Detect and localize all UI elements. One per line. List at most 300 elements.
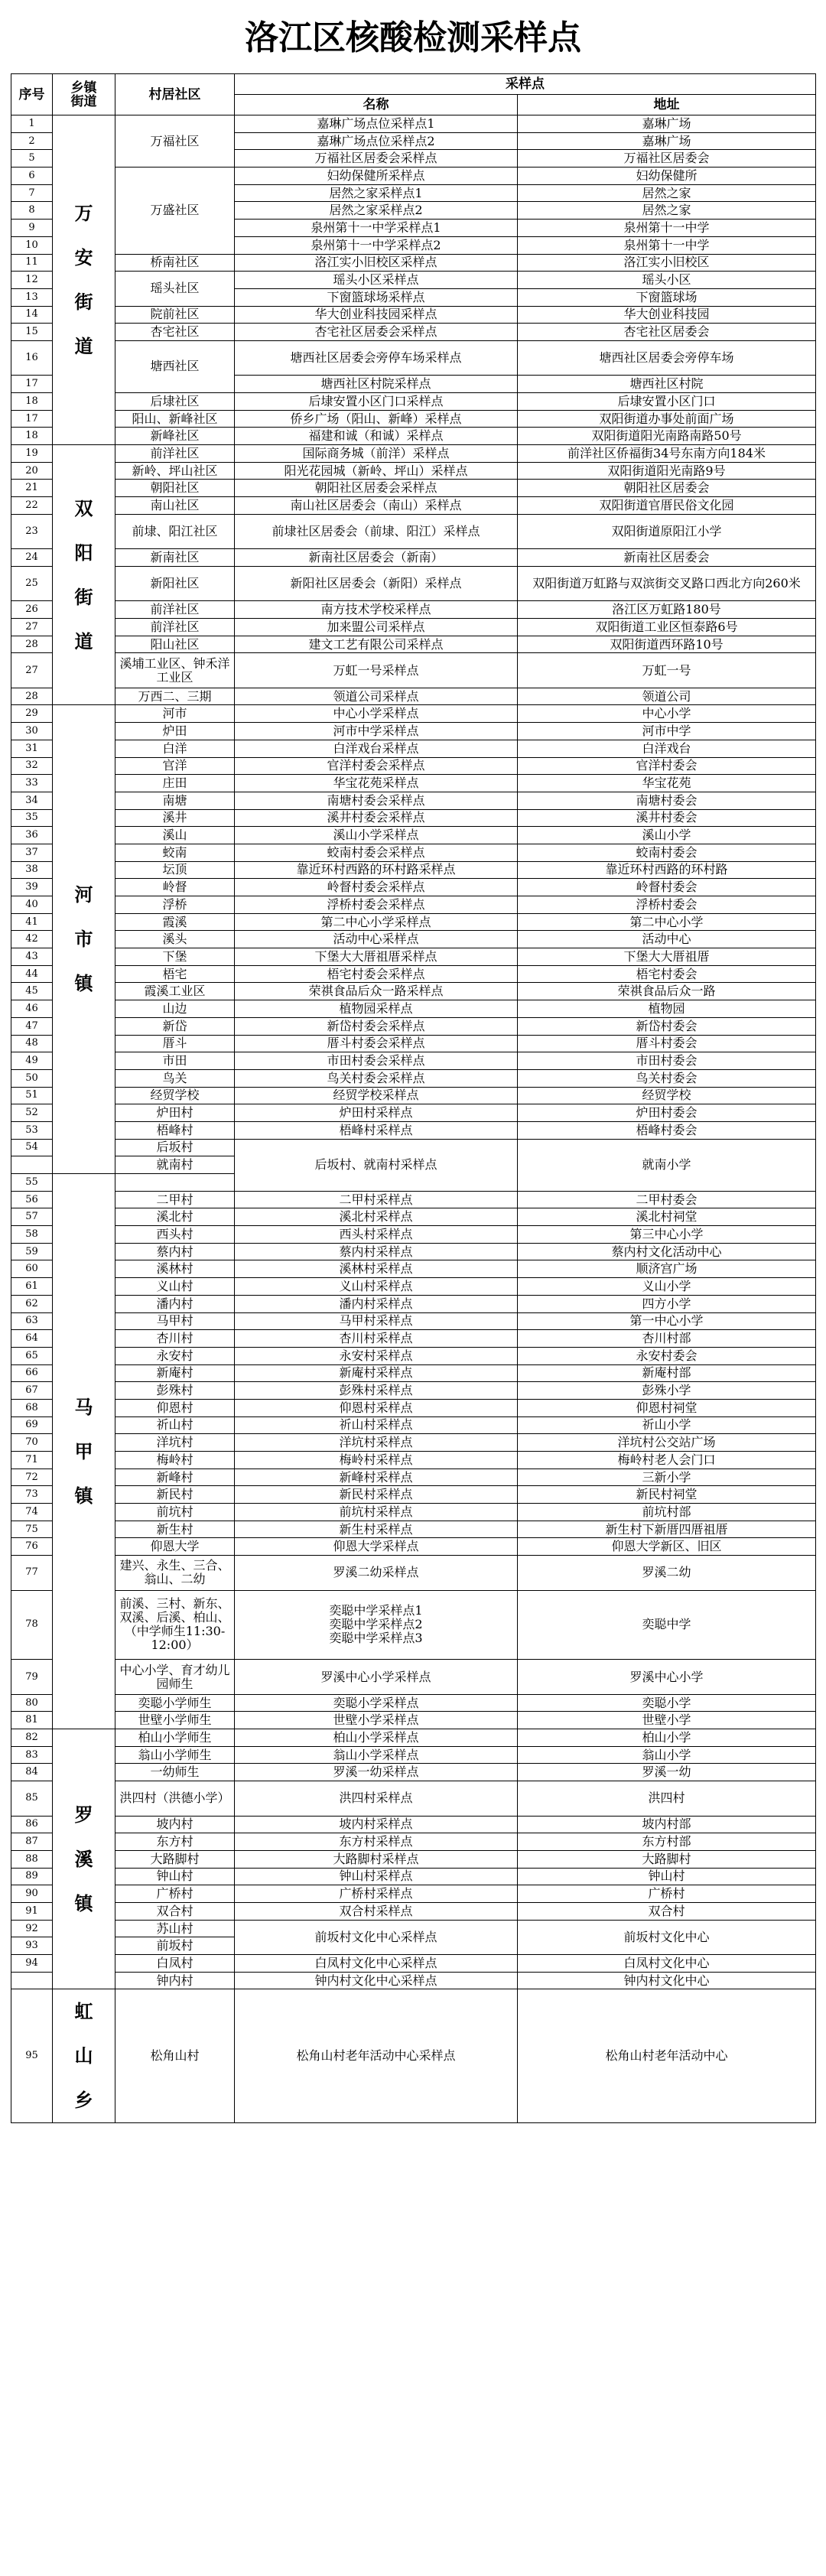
- site-name-cell: 荣祺食品后众一路采样点: [235, 983, 518, 1000]
- table-row: [11, 809, 816, 827]
- header-town: 乡镇 街道: [53, 74, 115, 115]
- table-row: [11, 1260, 816, 1278]
- site-address-cell: 蔡内村文化活动中心: [518, 1243, 816, 1260]
- site-address-cell: 岭督村委会: [518, 879, 816, 896]
- community-cell: 西头村: [115, 1226, 235, 1244]
- community-cell: 马甲村: [115, 1312, 235, 1330]
- community-cell: 塘西社区: [115, 340, 235, 392]
- site-address-cell: 塘西社区村院: [518, 376, 816, 393]
- seq-cell: 25: [11, 566, 53, 600]
- seq-cell: 20: [11, 462, 53, 480]
- table-row: [11, 1416, 816, 1434]
- town-cell: 罗 溪 镇: [53, 1729, 115, 1989]
- site-name-cell: 福建和诚（和诚）采样点: [235, 428, 518, 445]
- seq-cell: 80: [11, 1694, 53, 1712]
- site-name-cell: 仰恩村采样点: [235, 1399, 518, 1416]
- community-cell: 溪林村: [115, 1260, 235, 1278]
- site-address-cell: 洛江实小旧校区: [518, 254, 816, 272]
- site-address-cell: 新民村祠堂: [518, 1486, 816, 1504]
- site-name-cell: 新峰村采样点: [235, 1469, 518, 1486]
- site-name-cell: 蔡内村采样点: [235, 1243, 518, 1260]
- table-row: [11, 1920, 816, 1937]
- site-address-cell: 新庵村部: [518, 1364, 816, 1382]
- header-name: 名称: [235, 95, 518, 115]
- seq-cell: 82: [11, 1729, 53, 1747]
- table-row: [11, 1868, 816, 1885]
- community-cell: 官洋: [115, 757, 235, 775]
- site-name-cell: 奕聪中学采样点1 奕聪中学采样点2 奕聪中学采样点3: [235, 1590, 518, 1660]
- seq-cell: 71: [11, 1452, 53, 1469]
- community-cell: 坡内村: [115, 1816, 235, 1833]
- site-address-cell: 新南社区居委会: [518, 549, 816, 567]
- site-address-cell: 仰恩大学新区、旧区: [518, 1538, 816, 1556]
- site-name-cell: 嘉琳广场点位采样点1: [235, 115, 518, 133]
- community-cell: 前溪、三村、新东、双溪、后溪、柏山、（中学师生11:30-12:00）: [115, 1590, 235, 1660]
- community-cell: 世壁小学师生: [115, 1712, 235, 1729]
- community-cell: 翁山小学师生: [115, 1746, 235, 1764]
- seq-cell: 14: [11, 306, 53, 324]
- table-row: [11, 1364, 816, 1382]
- seq-cell: 1: [11, 115, 53, 133]
- table-row: [11, 1816, 816, 1833]
- seq-cell: 40: [11, 896, 53, 914]
- site-name-cell: 河市中学采样点: [235, 723, 518, 740]
- seq-cell: 31: [11, 740, 53, 757]
- table-row: [11, 1243, 816, 1260]
- table-row: [11, 705, 816, 723]
- seq-cell: 51: [11, 1087, 53, 1104]
- table-row: [11, 1521, 816, 1538]
- seq-cell: 47: [11, 1017, 53, 1035]
- site-name-cell: 国际商务城（前洋）采样点: [235, 445, 518, 463]
- site-name-cell: 新岱村委会采样点: [235, 1017, 518, 1035]
- site-name-cell: 厝斗村委会采样点: [235, 1035, 518, 1052]
- table-row: [11, 965, 816, 983]
- site-name-cell: 塘西社区村院采样点: [235, 376, 518, 393]
- site-address-cell: 前坂村文化中心: [518, 1920, 816, 1954]
- seq-cell: 5: [11, 150, 53, 168]
- site-address-cell: 浮桥村委会: [518, 896, 816, 914]
- seq-cell: 22: [11, 497, 53, 515]
- site-address-cell: 梧宅村委会: [518, 965, 816, 983]
- table-row: [11, 1972, 816, 1989]
- site-address-cell: 塘西社区居委会旁停车场: [518, 340, 816, 375]
- site-name-cell: 白洋戏台采样点: [235, 740, 518, 757]
- table-row: [11, 1538, 816, 1556]
- table-body: [11, 115, 816, 2123]
- site-name-cell: 马甲村采样点: [235, 1312, 518, 1330]
- site-address-cell: 大路脚村: [518, 1850, 816, 1868]
- site-address-cell: 万虹一号: [518, 653, 816, 688]
- community-cell: 前洋社区: [115, 445, 235, 463]
- community-cell: 潘内村: [115, 1295, 235, 1312]
- seq-cell: 27: [11, 653, 53, 688]
- site-address-cell: 嘉琳广场: [518, 115, 816, 133]
- table-row: [11, 340, 816, 375]
- site-name-cell: 下堡大大厝祖厝采样点: [235, 948, 518, 966]
- site-address-cell: 双阳街道阳光南路9号: [518, 462, 816, 480]
- table-row: [11, 1764, 816, 1781]
- seq-cell: 33: [11, 775, 53, 792]
- community-cell: 新生村: [115, 1521, 235, 1538]
- table-row: [11, 618, 816, 636]
- site-address-cell: 南塘村委会: [518, 792, 816, 809]
- page-title: 洛江区核酸检测采样点: [245, 18, 581, 57]
- table-row: [11, 1000, 816, 1018]
- seq-cell: [11, 1156, 53, 1174]
- site-address-cell: 蛟南村委会: [518, 844, 816, 861]
- site-name-cell: 新阳社区居委会（新阳）采样点: [235, 566, 518, 600]
- table-row: [11, 1712, 816, 1729]
- site-name-cell: 永安村采样点: [235, 1347, 518, 1364]
- table-row: [11, 1017, 816, 1035]
- site-name-cell: 洛江实小旧校区采样点: [235, 254, 518, 272]
- site-address-cell: 华大创业科技园: [518, 306, 816, 324]
- site-address-cell: 东方村部: [518, 1833, 816, 1851]
- site-address-cell: 柏山小学: [518, 1729, 816, 1747]
- seq-cell: 52: [11, 1104, 53, 1122]
- seq-cell: 16: [11, 340, 53, 375]
- site-address-cell: 朝阳社区居委会: [518, 480, 816, 497]
- seq-cell: 46: [11, 1000, 53, 1018]
- seq-cell: 67: [11, 1382, 53, 1400]
- site-address-cell: 世壁小学: [518, 1712, 816, 1729]
- site-address-cell: 官洋村委会: [518, 757, 816, 775]
- table-row: [11, 1469, 816, 1486]
- site-name-cell: 下窗篮球场采样点: [235, 288, 518, 306]
- community-cell: 前坂村: [115, 1937, 235, 1955]
- site-address-cell: 白洋戏台: [518, 740, 816, 757]
- community-cell: 新民村: [115, 1486, 235, 1504]
- seq-cell: 90: [11, 1885, 53, 1903]
- community-cell: 新岭、坪山社区: [115, 462, 235, 480]
- seq-cell: 87: [11, 1833, 53, 1851]
- community-cell: 炉田: [115, 723, 235, 740]
- table-row: [11, 948, 816, 966]
- seq-cell: 18: [11, 428, 53, 445]
- site-name-cell: 后埭安置小区门口采样点: [235, 393, 518, 411]
- seq-cell: 32: [11, 757, 53, 775]
- town-cell: 虹 山 乡: [53, 1989, 115, 2123]
- seq-cell: 62: [11, 1295, 53, 1312]
- site-address-cell: 中心小学: [518, 705, 816, 723]
- community-cell: 建兴、永生、三合、翁山、二幼: [115, 1556, 235, 1590]
- table-row: [11, 497, 816, 515]
- site-address-cell: 泉州第十一中学: [518, 236, 816, 254]
- table-row: [11, 601, 816, 619]
- site-address-cell: 二甲村委会: [518, 1191, 816, 1208]
- table-row: [11, 653, 816, 688]
- site-name-cell: 华大创业科技园采样点: [235, 306, 518, 324]
- table-row: [11, 1295, 816, 1312]
- site-address-cell: 新岱村委会: [518, 1017, 816, 1035]
- site-address-cell: 就南小学: [518, 1139, 816, 1191]
- site-name-cell: 前埭社区居委会（前埭、阳江）采样点: [235, 514, 518, 548]
- site-address-cell: 双阳街道办事处前面广场: [518, 410, 816, 428]
- seq-cell: 77: [11, 1556, 53, 1590]
- community-cell: 阳山社区: [115, 636, 235, 653]
- table-row: [11, 445, 816, 463]
- community-cell: 双合村: [115, 1902, 235, 1920]
- community-cell: 一幼师生: [115, 1764, 235, 1781]
- community-cell: 梧宅: [115, 965, 235, 983]
- site-name-cell: 前坑村采样点: [235, 1504, 518, 1521]
- site-address-cell: 下堡大大厝祖厝: [518, 948, 816, 966]
- site-name-cell: 居然之家采样点2: [235, 202, 518, 220]
- seq-cell: 60: [11, 1260, 53, 1278]
- table-row: [11, 844, 816, 861]
- site-name-cell: 万福社区居委会采样点: [235, 150, 518, 168]
- site-address-cell: 洪四村: [518, 1781, 816, 1816]
- site-name-cell: 活动中心采样点: [235, 931, 518, 948]
- seq-cell: 21: [11, 480, 53, 497]
- site-address-cell: 溪北村祠堂: [518, 1208, 816, 1226]
- community-cell: 奕聪小学师生: [115, 1694, 235, 1712]
- community-cell: 市田: [115, 1052, 235, 1070]
- seq-cell: 19: [11, 445, 53, 463]
- table-row: [11, 827, 816, 844]
- table-row: [11, 549, 816, 567]
- site-name-cell: 二甲村采样点: [235, 1191, 518, 1208]
- site-address-cell: 鸟关村委会: [518, 1069, 816, 1087]
- site-address-cell: 双阳街道万虹路与双滨街交叉路口西北方向260米: [518, 566, 816, 600]
- town-cell: 马 甲 镇: [53, 1174, 115, 1729]
- community-cell: 新阳社区: [115, 566, 235, 600]
- table-row: [11, 306, 816, 324]
- site-name-cell: 翁山小学采样点: [235, 1746, 518, 1764]
- site-address-cell: 广桥村: [518, 1885, 816, 1903]
- site-address-cell: 双阳街道阳光南路南路50号: [518, 428, 816, 445]
- seq-cell: 11: [11, 254, 53, 272]
- community-cell: 大路脚村: [115, 1850, 235, 1868]
- community-cell: 就南村: [115, 1156, 235, 1174]
- site-name-cell: 柏山小学采样点: [235, 1729, 518, 1747]
- table-row: [11, 913, 816, 931]
- seq-cell: 34: [11, 792, 53, 809]
- table-row: [11, 1781, 816, 1816]
- table-row: [11, 1052, 816, 1070]
- site-name-cell: 新生村采样点: [235, 1521, 518, 1538]
- site-address-cell: 四方小学: [518, 1295, 816, 1312]
- site-address-cell: 溪井村委会: [518, 809, 816, 827]
- header-community: 村居社区: [115, 74, 235, 115]
- seq-cell: 76: [11, 1538, 53, 1556]
- table-row: [11, 566, 816, 600]
- seq-cell: 75: [11, 1521, 53, 1538]
- community-cell: 浮桥: [115, 896, 235, 914]
- community-cell: 前洋社区: [115, 618, 235, 636]
- site-name-cell: 仰恩大学采样点: [235, 1538, 518, 1556]
- site-name-cell: 前坂村文化中心采样点: [235, 1920, 518, 1954]
- town-cell: 万 安 街 道: [53, 115, 115, 445]
- seq-cell: 66: [11, 1364, 53, 1382]
- community-cell: 梧峰村: [115, 1121, 235, 1139]
- table-row: [11, 1746, 816, 1764]
- table-row: [11, 879, 816, 896]
- site-name-cell: 南方技术学校采样点: [235, 601, 518, 619]
- community-cell: 后坂村: [115, 1139, 235, 1156]
- seq-cell: 78: [11, 1590, 53, 1660]
- seq-cell: 69: [11, 1416, 53, 1434]
- table-row: [11, 1955, 816, 1973]
- seq-cell: 41: [11, 913, 53, 931]
- sampling-sites-table: [11, 73, 816, 2123]
- community-cell: 院前社区: [115, 306, 235, 324]
- site-address-cell: 梅岭村老人会门口: [518, 1452, 816, 1469]
- seq-cell: 43: [11, 948, 53, 966]
- seq-cell: 49: [11, 1052, 53, 1070]
- community-cell: 南山社区: [115, 497, 235, 515]
- site-address-cell: 罗溪二幼: [518, 1556, 816, 1590]
- site-name-cell: 华宝花苑采样点: [235, 775, 518, 792]
- site-name-cell: 钟山村采样点: [235, 1868, 518, 1885]
- table-row: [11, 792, 816, 809]
- community-cell: 炉田村: [115, 1104, 235, 1122]
- community-cell: 山边: [115, 1000, 235, 1018]
- seq-cell: 50: [11, 1069, 53, 1087]
- site-address-cell: 市田村委会: [518, 1052, 816, 1070]
- site-name-cell: 松角山村老年活动中心采样点: [235, 1989, 518, 2123]
- seq-cell: 12: [11, 272, 53, 289]
- table-row: [11, 1729, 816, 1747]
- table-row: [11, 1989, 816, 2123]
- site-name-cell: 罗溪中心小学采样点: [235, 1660, 518, 1694]
- site-name-cell: 世壁小学采样点: [235, 1712, 518, 1729]
- community-cell: 新峰村: [115, 1469, 235, 1486]
- community-cell: 东方村: [115, 1833, 235, 1851]
- table-row: [11, 428, 816, 445]
- community-cell: 二甲村: [115, 1191, 235, 1208]
- site-name-cell: 溪井村委会采样点: [235, 809, 518, 827]
- community-cell: 蔡内村: [115, 1243, 235, 1260]
- seq-cell: 95: [11, 1989, 53, 2123]
- site-name-cell: 官洋村委会采样点: [235, 757, 518, 775]
- site-name-cell: 西头村采样点: [235, 1226, 518, 1244]
- seq-cell: 63: [11, 1312, 53, 1330]
- table-row: [11, 775, 816, 792]
- community-cell: 义山村: [115, 1278, 235, 1296]
- site-name-cell: 万虹一号采样点: [235, 653, 518, 688]
- community-cell: [115, 1174, 235, 1192]
- site-address-cell: 第三中心小学: [518, 1226, 816, 1244]
- community-cell: 前坑村: [115, 1504, 235, 1521]
- table-row: [11, 254, 816, 272]
- site-name-cell: 鸟关村委会采样点: [235, 1069, 518, 1087]
- table-row: [11, 1226, 816, 1244]
- seq-cell: 91: [11, 1902, 53, 1920]
- seq-cell: 15: [11, 324, 53, 341]
- seq-cell: 70: [11, 1434, 53, 1452]
- site-name-cell: 居然之家采样点1: [235, 184, 518, 202]
- seq-cell: [11, 1972, 53, 1989]
- community-cell: 祈山村: [115, 1416, 235, 1434]
- site-name-cell: 梧宅村委会采样点: [235, 965, 518, 983]
- site-address-cell: 第一中心小学: [518, 1312, 816, 1330]
- site-address-cell: 后埭安置小区门口: [518, 393, 816, 411]
- seq-cell: 26: [11, 601, 53, 619]
- table-row: [11, 1660, 816, 1694]
- table-row: [11, 272, 816, 289]
- table-row: [11, 1452, 816, 1469]
- site-address-cell: 坡内村部: [518, 1816, 816, 1833]
- site-address-cell: 万福社区居委会: [518, 150, 816, 168]
- community-cell: 新峰社区: [115, 428, 235, 445]
- community-cell: 鸟关: [115, 1069, 235, 1087]
- site-name-cell: 第二中心小学采样点: [235, 913, 518, 931]
- seq-cell: 44: [11, 965, 53, 983]
- table-row: [11, 393, 816, 411]
- site-address-cell: 洛江区万虹路180号: [518, 601, 816, 619]
- site-name-cell: 杏宅社区居委会采样点: [235, 324, 518, 341]
- table-row: [11, 1590, 816, 1660]
- site-name-cell: 领道公司采样点: [235, 688, 518, 705]
- table-row: [11, 1885, 816, 1903]
- site-name-cell: 新庵村采样点: [235, 1364, 518, 1382]
- site-name-cell: 杏川村采样点: [235, 1330, 518, 1348]
- community-cell: 溪山: [115, 827, 235, 844]
- community-cell: 阳山、新峰社区: [115, 410, 235, 428]
- seq-cell: 81: [11, 1712, 53, 1729]
- seq-cell: 74: [11, 1504, 53, 1521]
- site-address-cell: 仰恩村祠堂: [518, 1399, 816, 1416]
- community-cell: 苏山村: [115, 1920, 235, 1937]
- community-cell: 蛟南: [115, 844, 235, 861]
- site-address-cell: 妇幼保健所: [518, 168, 816, 185]
- seq-cell: 73: [11, 1486, 53, 1504]
- community-cell: 仰恩村: [115, 1399, 235, 1416]
- site-name-cell: 靠近环村西路的环村路采样点: [235, 861, 518, 879]
- community-cell: 厝斗: [115, 1035, 235, 1052]
- site-address-cell: 第二中心小学: [518, 913, 816, 931]
- seq-cell: 7: [11, 184, 53, 202]
- seq-cell: 29: [11, 705, 53, 723]
- table-row: [11, 1850, 816, 1868]
- site-address-cell: 杏川村部: [518, 1330, 816, 1348]
- community-cell: 霞溪: [115, 913, 235, 931]
- table-row: [11, 480, 816, 497]
- seq-cell: 39: [11, 879, 53, 896]
- site-address-cell: 彭殊小学: [518, 1382, 816, 1400]
- table-row: [11, 1833, 816, 1851]
- seq-cell: 45: [11, 983, 53, 1000]
- seq-cell: 59: [11, 1243, 53, 1260]
- table-row: [11, 1139, 816, 1156]
- table-row: [11, 168, 816, 185]
- site-name-cell: 市田村委会采样点: [235, 1052, 518, 1070]
- site-address-cell: 罗溪中心小学: [518, 1660, 816, 1694]
- site-name-cell: 奕聪小学采样点: [235, 1694, 518, 1712]
- community-cell: 彭殊村: [115, 1382, 235, 1400]
- community-cell: 溪井: [115, 809, 235, 827]
- community-cell: 松角山村: [115, 1989, 235, 2123]
- site-address-cell: 嘉琳广场: [518, 132, 816, 150]
- table-row: [11, 688, 816, 705]
- table-row: [11, 896, 816, 914]
- site-name-cell: 泉州第十一中学采样点1: [235, 220, 518, 237]
- site-address-cell: 下窗篮球场: [518, 288, 816, 306]
- seq-cell: 92: [11, 1920, 53, 1937]
- site-name-cell: 植物园采样点: [235, 1000, 518, 1018]
- site-address-cell: 双阳街道原阳江小学: [518, 514, 816, 548]
- seq-cell: 94: [11, 1955, 53, 1973]
- seq-cell: 61: [11, 1278, 53, 1296]
- community-cell: 梅岭村: [115, 1452, 235, 1469]
- site-address-cell: 杏宅社区居委会: [518, 324, 816, 341]
- community-cell: 仰恩大学: [115, 1538, 235, 1556]
- site-address-cell: 前洋社区侨福街34号东南方向184米: [518, 445, 816, 463]
- site-name-cell: 洪四村采样点: [235, 1781, 518, 1816]
- table-row: [11, 861, 816, 879]
